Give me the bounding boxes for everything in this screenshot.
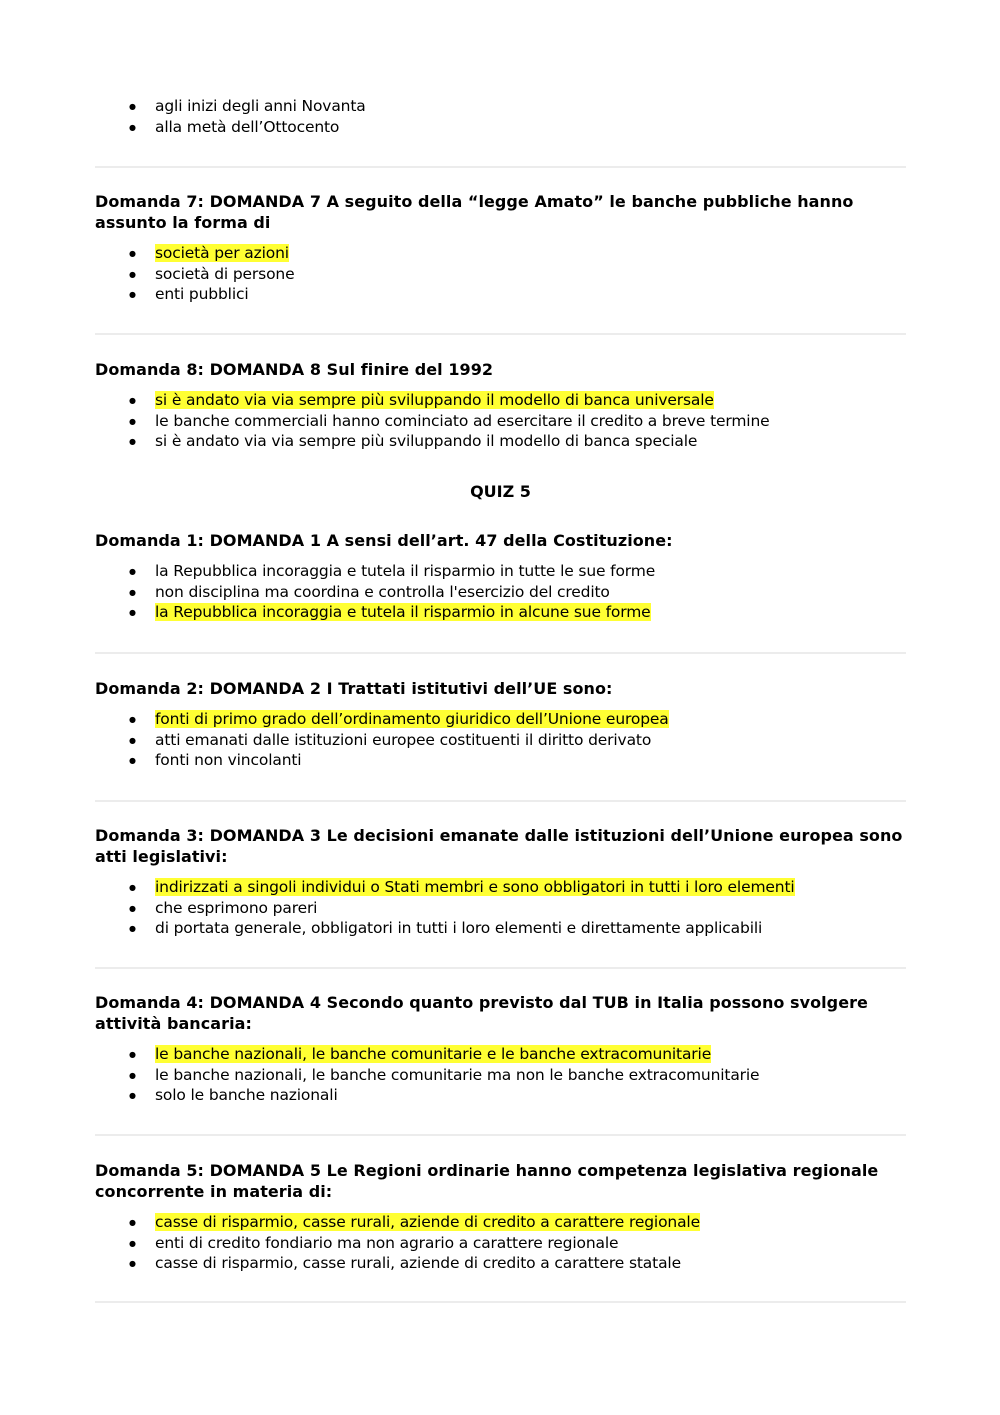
option-text: le banche nazionali, le banche comunitarie ma non le banche extracomunitarie bbox=[155, 1065, 760, 1084]
option-list bbox=[95, 96, 906, 137]
bullet-icon: ● bbox=[129, 756, 136, 766]
question-text: Domanda 3: DOMANDA 3 Le decisioni emanate dalle istituzioni dell’Unione europea sono atti legislativi: bbox=[95, 826, 903, 866]
bullet-icon: ● bbox=[129, 249, 136, 258]
bullet-icon: ● bbox=[129, 416, 136, 426]
bullet-icon: ● bbox=[129, 122, 136, 132]
question-text: Domanda 2: DOMANDA 2 I Trattati istitutivi dell’UE sono: bbox=[95, 679, 613, 698]
option-text: che esprimono pareri bbox=[155, 898, 318, 917]
option-item bbox=[95, 918, 906, 939]
bullet-icon: ● bbox=[129, 903, 136, 913]
question-block-q4 bbox=[95, 992, 906, 1106]
question-text: Domanda 7: DOMANDA 7 A seguito della “legge Amato” le banche pubbliche hanno assunto la forma di bbox=[95, 192, 854, 232]
option-text: alla metà dell’Ottocento bbox=[155, 117, 340, 136]
bullet-icon: ● bbox=[129, 290, 136, 300]
option-item bbox=[95, 750, 906, 771]
question-block-q8 bbox=[95, 359, 906, 452]
option-text-correct: si è andato via via sempre più sviluppando il modello di banca universale bbox=[155, 391, 714, 409]
option-item bbox=[95, 561, 906, 582]
option-list bbox=[95, 561, 906, 623]
option-text-correct: indirizzati a singoli individui o Stati membri e sono obbligatori in tutti i loro elementi bbox=[155, 878, 795, 896]
bullet-icon: ● bbox=[129, 608, 136, 618]
option-text-correct: società per azioni bbox=[155, 244, 289, 262]
option-item bbox=[95, 1065, 906, 1086]
question-block-q1 bbox=[95, 530, 906, 623]
option-list bbox=[95, 390, 906, 452]
question-text: Domanda 4: DOMANDA 4 Secondo quanto previsto dal TUB in Italia possono svolgere attività bancaria: bbox=[95, 993, 868, 1033]
question-text: Domanda 1: DOMANDA 1 A sensi dell’art. 47 della Costituzione: bbox=[95, 531, 673, 550]
bullet-icon: ● bbox=[129, 1050, 136, 1059]
option-list bbox=[95, 709, 906, 771]
bullet-icon: ● bbox=[129, 587, 136, 597]
bullet-icon: ● bbox=[129, 1070, 136, 1080]
bullet-icon: ● bbox=[129, 1259, 136, 1269]
bullet-icon: ● bbox=[129, 1238, 136, 1248]
quiz-title: QUIZ 5 bbox=[470, 482, 531, 501]
separator bbox=[95, 800, 906, 802]
bullet-icon: ● bbox=[129, 396, 136, 405]
option-text-correct: le banche nazionali, le banche comunitarie e le banche extracomunitarie bbox=[155, 1045, 712, 1063]
separator bbox=[95, 652, 906, 654]
option-text: si è andato via via sempre più sviluppando il modello di banca speciale bbox=[155, 432, 698, 451]
option-item bbox=[95, 284, 906, 305]
option-item bbox=[95, 898, 906, 919]
option-text: enti di credito fondiario ma non agrario a carattere regionale bbox=[155, 1233, 619, 1252]
option-item bbox=[95, 1085, 906, 1106]
bullet-icon: ● bbox=[129, 1091, 136, 1101]
option-text: la Repubblica incoraggia e tutela il risparmio in tutte le sue forme bbox=[155, 562, 656, 580]
option-item bbox=[95, 411, 906, 432]
option-list bbox=[95, 1044, 906, 1106]
option-item bbox=[95, 117, 906, 138]
question-text: Domanda 5: DOMANDA 5 Le Regioni ordinarie hanno competenza legislativa regionale concorrente in materia di: bbox=[95, 1161, 879, 1201]
option-text: fonti non vincolanti bbox=[155, 751, 302, 770]
separator bbox=[95, 166, 906, 168]
option-text-correct: la Repubblica incoraggia e tutela il risparmio in alcune sue forme bbox=[155, 603, 651, 622]
separator bbox=[95, 1301, 906, 1303]
option-text-correct: fonti di primo grado dell’ordinamento giuridico dell’Unione europea bbox=[155, 710, 669, 728]
option-item bbox=[95, 1233, 906, 1254]
option-text: solo le banche nazionali bbox=[155, 1086, 338, 1105]
option-item bbox=[95, 582, 906, 603]
option-item bbox=[95, 1212, 906, 1233]
option-item bbox=[95, 1253, 906, 1274]
option-item bbox=[95, 96, 906, 117]
option-list bbox=[95, 1212, 906, 1274]
option-item bbox=[95, 709, 906, 730]
option-item bbox=[95, 243, 906, 264]
option-list bbox=[95, 877, 906, 939]
bullet-icon: ● bbox=[129, 924, 136, 934]
option-item bbox=[95, 1044, 906, 1065]
option-item bbox=[95, 730, 906, 751]
bullet-icon: ● bbox=[129, 715, 136, 724]
bullet-icon: ● bbox=[129, 269, 136, 279]
option-text: di portata generale, obbligatori in tutti i loro elementi e direttamente applicabili bbox=[155, 919, 763, 938]
bullet-icon: ● bbox=[129, 567, 136, 576]
question-block-q7 bbox=[95, 191, 906, 305]
option-item bbox=[95, 431, 906, 452]
question-block-q3 bbox=[95, 825, 906, 939]
option-item bbox=[95, 264, 906, 285]
bullet-icon: ● bbox=[129, 437, 136, 447]
option-item bbox=[95, 602, 906, 623]
question-block-continuation bbox=[95, 96, 906, 137]
option-item bbox=[95, 390, 906, 411]
option-text: le banche commerciali hanno cominciato ad esercitare il credito a breve termine bbox=[155, 411, 770, 430]
question-block-q2 bbox=[95, 678, 906, 771]
option-text-correct: casse di risparmio, casse rurali, aziende di credito a carattere regionale bbox=[155, 1213, 700, 1231]
option-text: agli inizi degli anni Novanta bbox=[155, 97, 366, 115]
option-text: società di persone bbox=[155, 264, 295, 283]
question-text: Domanda 8: DOMANDA 8 Sul finire del 1992 bbox=[95, 360, 494, 379]
bullet-icon: ● bbox=[129, 883, 136, 892]
separator bbox=[95, 1134, 906, 1136]
option-text: non disciplina ma coordina e controlla l'esercizio del credito bbox=[155, 582, 610, 601]
option-text: casse di risparmio, casse rurali, aziende di credito a carattere statale bbox=[155, 1254, 681, 1273]
separator bbox=[95, 333, 906, 335]
bullet-icon: ● bbox=[129, 102, 136, 111]
option-text: enti pubblici bbox=[155, 285, 249, 304]
option-list bbox=[95, 243, 906, 305]
option-item bbox=[95, 877, 906, 898]
bullet-icon: ● bbox=[129, 735, 136, 745]
option-text: atti emanati dalle istituzioni europee costituenti il diritto derivato bbox=[155, 730, 652, 749]
bullet-icon: ● bbox=[129, 1218, 136, 1227]
question-block-q5 bbox=[95, 1160, 906, 1274]
separator bbox=[95, 967, 906, 969]
